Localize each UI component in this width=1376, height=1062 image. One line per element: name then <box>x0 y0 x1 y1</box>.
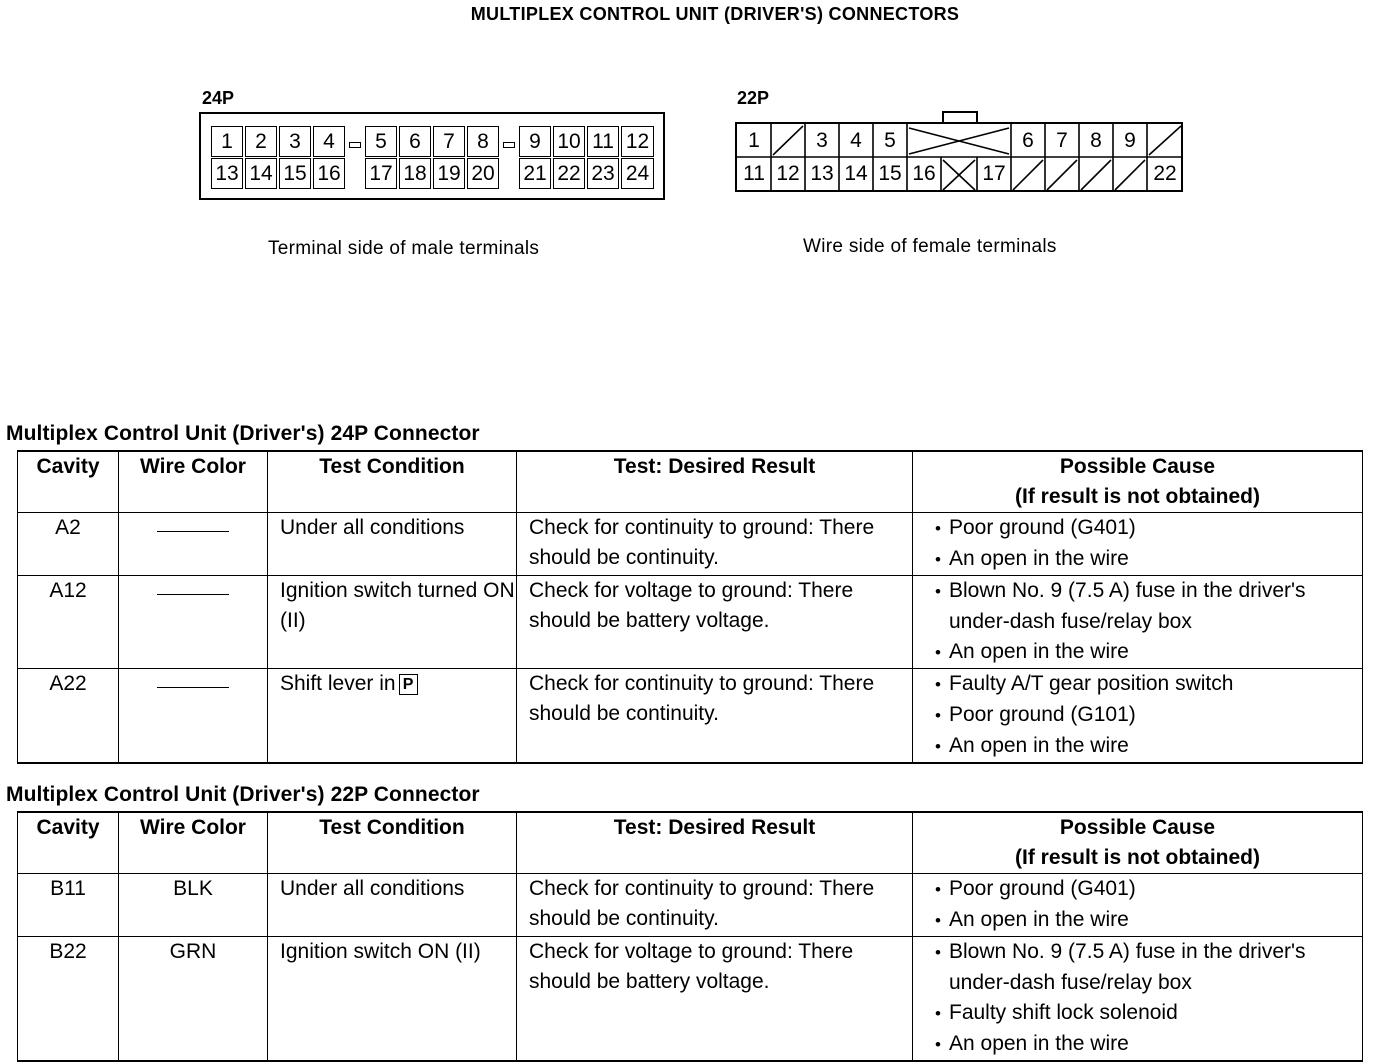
cavity-cell: A2 <box>18 513 119 576</box>
pin-24p-19: 19 <box>433 158 465 189</box>
result-cell: Check for continuity to ground: There should be continuity. <box>517 874 913 937</box>
wire-color-cell <box>119 576 268 669</box>
possible-cause-line1: Possible Cause <box>1059 816 1216 839</box>
pin-24p-24: 24 <box>621 158 654 189</box>
cavity-cell: B11 <box>18 874 119 937</box>
pin-22p-16: 16 <box>912 162 936 185</box>
possible-cause-line2: (If result is not obtained) <box>1015 485 1260 508</box>
col-header-cavity: Cavity <box>18 812 119 874</box>
connector-24p-caption: Terminal side of male terminals <box>268 238 540 259</box>
latch-24p-right <box>503 142 515 148</box>
pin-24p-14: 14 <box>245 158 277 189</box>
connector-24p-label: 24P <box>202 88 235 108</box>
wire-color-cell <box>119 669 268 764</box>
pin-22p-7: 7 <box>1056 129 1068 152</box>
possible-cause-line1: Possible Cause <box>1059 455 1216 478</box>
pin-24p-21: 21 <box>519 158 551 189</box>
cause-item: • An open in the wire <box>913 544 1362 575</box>
condition-cell <box>268 669 517 764</box>
pin-22p-17: 17 <box>982 162 1006 185</box>
pin-24p-15: 15 <box>279 158 311 189</box>
pin-24p-16: 16 <box>313 158 345 189</box>
cause-item: • Poor ground (G101) <box>913 700 1362 731</box>
pin-24p-11: 11 <box>587 126 619 157</box>
pin-24p-12: 12 <box>621 126 654 157</box>
cavity-cell: B22 <box>18 937 119 1062</box>
table-24p-header-row <box>18 451 1363 513</box>
wire-color-unspecified-line <box>157 531 229 532</box>
cause-item: • Blown No. 9 (7.5 A) fuse in the driver's under-dash fuse/relay box <box>913 937 1362 998</box>
pin-24p-20: 20 <box>467 158 499 189</box>
pin-22p-9: 9 <box>1124 129 1136 152</box>
condition-cell: Under all conditions <box>268 874 517 937</box>
table-24p-title: Multiplex Control Unit (Driver's) 24P Connector <box>6 422 480 445</box>
cause-item: • An open in the wire <box>913 1029 1362 1060</box>
pin-22p-4: 4 <box>850 129 862 152</box>
pin-24p-8: 8 <box>467 126 499 157</box>
cause-item: • Poor ground (G401) <box>913 513 1362 544</box>
wire-color-cell: BLK <box>119 874 268 937</box>
pin-24p-23: 23 <box>587 158 619 189</box>
col-header-wire-color: Wire Color <box>119 451 268 513</box>
pin-22p-15: 15 <box>878 162 902 185</box>
connector-22p-label: 22P <box>737 88 770 108</box>
pin-22p-12: 12 <box>776 162 800 185</box>
result-cell: Check for continuity to ground: There should be continuity. <box>517 513 913 576</box>
cause-item: • An open in the wire <box>913 905 1362 936</box>
table-22p-header-row <box>18 812 1363 874</box>
result-cell: Check for continuity to ground: There should be continuity. <box>517 669 913 764</box>
pin-24p-3: 3 <box>279 126 311 157</box>
col-header-test-condition: Test Condition <box>268 451 517 513</box>
table-24p <box>17 450 1363 764</box>
cavity-cell: A12 <box>18 576 119 669</box>
causes-cell <box>913 576 1363 669</box>
causes-cell <box>913 669 1363 764</box>
pin-24p-2: 2 <box>245 126 277 157</box>
pin-22p-8: 8 <box>1090 129 1102 152</box>
table-row <box>18 937 1363 1062</box>
pin-24p-1: 1 <box>211 126 243 157</box>
pin-24p-10: 10 <box>553 126 585 157</box>
cause-item: • Faulty A/T gear position switch <box>913 669 1362 700</box>
pin-22p-5: 5 <box>884 129 896 152</box>
table-row <box>18 576 1363 669</box>
connector-22p-caption: Wire side of female terminals <box>803 236 1057 257</box>
condition-cell: Under all conditions <box>268 513 517 576</box>
pin-22p-3: 3 <box>816 129 828 152</box>
cause-item: • Poor ground (G401) <box>913 874 1362 905</box>
page-title: MULTIPLEX CONTROL UNIT (DRIVER'S) CONNECTORS <box>470 4 960 24</box>
pin-22p-22: 22 <box>1153 162 1177 185</box>
causes-cell <box>913 513 1363 576</box>
cause-item: • Blown No. 9 (7.5 A) fuse in the driver's under-dash fuse/relay box <box>913 576 1362 637</box>
table-row <box>18 669 1363 764</box>
cause-item: • Faulty shift lock solenoid <box>913 998 1362 1029</box>
connector-22p-diagram <box>735 122 1183 192</box>
result-cell: Check for voltage to ground: There should be battery voltage. <box>517 937 913 1062</box>
col-header-desired-result: Test: Desired Result <box>517 812 913 874</box>
pin-22p-11: 11 <box>743 162 765 185</box>
pin-22p-1: 1 <box>748 129 760 152</box>
pin-24p-17: 17 <box>365 158 397 189</box>
col-header-possible-cause <box>913 451 1363 513</box>
causes-cell <box>913 937 1363 1062</box>
pin-24p-18: 18 <box>399 158 431 189</box>
cause-item: • An open in the wire <box>913 731 1362 762</box>
table-row <box>18 874 1363 937</box>
pin-24p-22: 22 <box>553 158 585 189</box>
condition-cell: Ignition switch turned ON (II) <box>268 576 517 669</box>
pin-24p-6: 6 <box>399 126 431 157</box>
pin-24p-7: 7 <box>433 126 465 157</box>
pin-24p-4: 4 <box>313 126 345 157</box>
col-header-test-condition: Test Condition <box>268 812 517 874</box>
condition-cell: Ignition switch ON (II) <box>268 937 517 1062</box>
wire-color-cell: GRN <box>119 937 268 1062</box>
pin-24p-9: 9 <box>519 126 551 157</box>
cause-item: • An open in the wire <box>913 637 1362 668</box>
pin-22p-13: 13 <box>810 162 834 185</box>
pin-22p-14: 14 <box>844 162 868 185</box>
result-cell: Check for voltage to ground: There should be battery voltage. <box>517 576 913 669</box>
connector-24p-diagram <box>199 112 665 200</box>
col-header-possible-cause <box>913 812 1363 874</box>
pin-22p-6: 6 <box>1022 129 1034 152</box>
latch-24p-left <box>349 142 361 148</box>
col-header-wire-color: Wire Color <box>119 812 268 874</box>
col-header-cavity: Cavity <box>18 451 119 513</box>
cavity-cell: A22 <box>18 669 119 764</box>
pin-24p-5: 5 <box>365 126 397 157</box>
park-position-icon: P <box>399 674 418 695</box>
table-22p-title: Multiplex Control Unit (Driver's) 22P Connector <box>6 783 480 806</box>
table-22p <box>17 811 1363 1062</box>
wire-color-cell <box>119 513 268 576</box>
possible-cause-line2: (If result is not obtained) <box>1015 846 1260 869</box>
causes-cell <box>913 874 1363 937</box>
col-header-desired-result: Test: Desired Result <box>517 451 913 513</box>
wire-color-unspecified-line <box>157 594 229 595</box>
condition-text: Shift lever in <box>280 672 396 695</box>
table-row <box>18 513 1363 576</box>
wire-color-unspecified-line <box>157 687 229 688</box>
pin-24p-13: 13 <box>211 158 243 189</box>
